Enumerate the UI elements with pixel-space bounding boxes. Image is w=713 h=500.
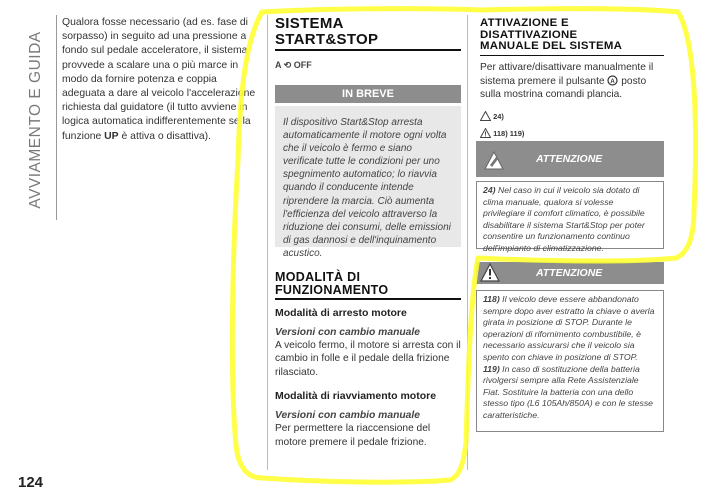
warning1-body (476, 181, 664, 253)
page-number: 124 (18, 474, 44, 491)
left-text-1: Qualora fosse necessario (ad es. fase di sorpasso) in seguito ad una pressione a fondo sul pedale acceleratore, il sistema provvede a scalare una o più marce in modo da fornire potenza e coppia adeguata a dare al veicolo l'accelerazione richiesta dal guidatore (il tutto avviene in logica automatica indifferentemente se la funzione (62, 17, 256, 142)
warning2-item-118 (483, 294, 657, 364)
title-underline (275, 49, 461, 51)
stop-versions-heading: Versioni con cambio manuale (275, 326, 420, 338)
warning1-header (476, 141, 664, 177)
attivazione-underline (480, 55, 664, 57)
modalita-title-line1: MODALITÀ DI (275, 270, 361, 284)
left-paragraph (62, 16, 258, 144)
start-stop-title-line1: SISTEMA (275, 15, 344, 32)
right-column (480, 18, 664, 140)
attivazione-title (480, 18, 664, 53)
in-breve-label: IN BREVE (342, 88, 394, 100)
intro-text-1: Per attivare/disattivare manualmente il sistema premere il pulsante (480, 62, 654, 87)
ref-row-1 (480, 111, 664, 123)
warning2-body (476, 290, 664, 432)
ref-24: 24) (493, 112, 504, 122)
side-tab-divider (56, 15, 57, 220)
side-tab-label: AVVIAMENTO E GUIDA (27, 31, 44, 209)
modalita-title (275, 271, 461, 296)
middle-column (275, 16, 461, 449)
warning2-item1-text: Il veicolo deve essere abbandonato sempre dopo aver estratto la chiave o averla girata in posizione di STOP. Durante le operazioni di rifornimento combustibile, è necessario assicurarsi che il veicolo sia spento con chiave in posizione di STOP. (483, 294, 655, 362)
in-breve-text: Il dispositivo Start&Stop arresta automaticamente il motore ogni volta che il veicolo è fermo e siano verificate tutte le condizioni per uno spegnimento automatico; lo riavvia quando il conducente intende riprendere la marcia. Ciò aumenta l'efficienza del veicolo attraverso la riduzione dei consumi, delle emissioni di gas dannosi e dell'inquinamento acustico. (283, 117, 451, 259)
left-text-2: è attiva o disattiva). (118, 130, 212, 142)
warning2-item2-text: In caso di sostituzione della batteria rivolgersi sempre alla Rete Assistenziale Fiat. Sostituire la batteria con una dello stesso tipo (L6 105Ah/850A) e con le stesse caratteristiche. (483, 363, 653, 420)
svg-text:A: A (610, 78, 616, 85)
in-breve-box (275, 106, 461, 259)
warning-triangle-icon (480, 128, 491, 138)
up-function-label: UP (104, 130, 119, 142)
warning-block-1 (476, 141, 664, 253)
warning-block-2 (476, 262, 664, 432)
restart-mode-text: Per permettere la riaccensione del motore premere il pedale frizione. (275, 423, 431, 448)
stop-mode-heading: Modalità di arresto motore (275, 306, 407, 319)
warning1-title: ATTENZIONE (536, 153, 603, 165)
start-stop-title-line2: START&STOP (275, 30, 379, 48)
ref-row-2 (480, 128, 664, 140)
intro-text-2: posto sulla mostrina comandi plancia. (480, 75, 647, 101)
warning2-item2-number: 119) (483, 363, 500, 374)
stop-mode-text: A veicolo fermo, il motore si arresta con il cambio in folle e il pedale della frizione rilasciato. (275, 339, 461, 378)
attivazione-intro (480, 61, 664, 102)
warning1-number: 24) (483, 185, 496, 195)
note-triangle-icon (480, 111, 491, 121)
ref-118-119: 118) 119) (493, 129, 525, 139)
restart-mode-heading: Modalità di riavviamento motore (275, 390, 437, 403)
section-side-tab (20, 15, 52, 225)
warning2-item-119 (483, 364, 657, 422)
note-icon (484, 149, 504, 168)
warning2-title: ATTENZIONE (536, 267, 603, 279)
attivazione-title-line3: MANUALE DEL SISTEMA (480, 40, 623, 53)
left-column (62, 16, 258, 144)
modalita-underline (275, 298, 461, 300)
modalita-title-line2: FUNZIONAMENTO (275, 282, 389, 297)
start-stop-title (275, 16, 461, 47)
start-stop-button-icon (607, 75, 618, 86)
warning2-item1-number: 118) (483, 294, 500, 304)
warning-triangle-large-icon (480, 263, 500, 282)
middle-column-left-rule (267, 15, 268, 470)
attivazione-title-line2: DISATTIVAZIONE (480, 28, 578, 41)
warning2-header (476, 262, 664, 284)
right-column-left-rule (467, 15, 468, 470)
warning1-text: Nel caso in cui il veicolo sia dotato di clima manuale, qualora si volesse privilegiare il comfort climatico, è possibile disabilitare il sistema Start&Stop per poter consentire un funzionamento continuo dell'impianto di climatizzazione. (483, 185, 645, 253)
attivazione-title-line1: ATTIVAZIONE E (480, 17, 569, 29)
restart-versions-heading: Versioni con cambio manuale (275, 410, 420, 422)
in-breve-banner (275, 85, 461, 103)
start-stop-off-icon: A ⟲ OFF (275, 60, 312, 70)
